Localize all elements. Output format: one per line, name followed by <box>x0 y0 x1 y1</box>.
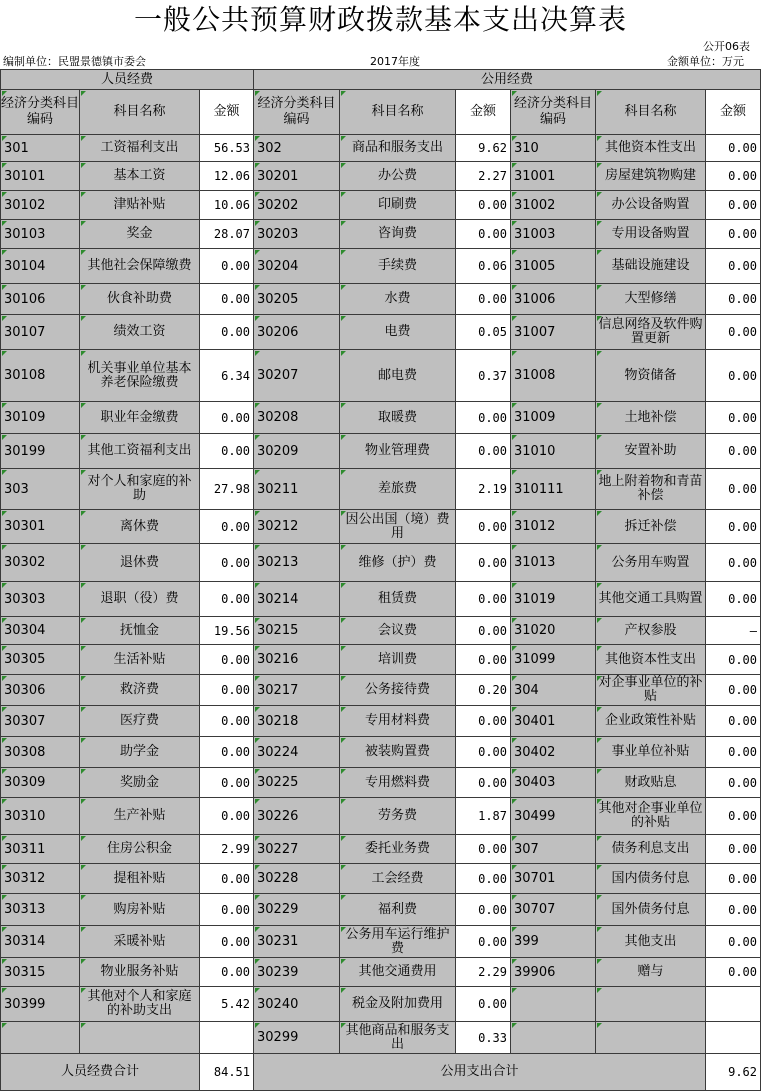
row-code: 30211 <box>254 469 340 510</box>
row-amount: 2.29 <box>456 958 511 987</box>
row-amount: 0.00 <box>456 864 511 894</box>
row-amount: 9.62 <box>456 135 511 162</box>
row-name: 工会经费 <box>340 864 456 894</box>
row-code: 30315 <box>0 958 80 987</box>
row-name <box>596 1022 706 1054</box>
row-name: 办公费 <box>340 162 456 191</box>
row-code: 304 <box>511 675 596 706</box>
row-amount: 0.00 <box>200 315 254 350</box>
row-code: 30231 <box>254 926 340 958</box>
row-code: 31009 <box>511 402 596 434</box>
row-amount: 0.00 <box>706 350 761 402</box>
row-name: 伙食补助费 <box>80 284 200 315</box>
row-name: 委托业务费 <box>340 835 456 864</box>
row-name: 公务用车购置 <box>596 544 706 582</box>
row-name: 对企事业单位的补贴 <box>596 675 706 706</box>
row-code: 30305 <box>0 645 80 675</box>
row-code: 30204 <box>254 249 340 284</box>
row-code: 30314 <box>0 926 80 958</box>
row-amount: 0.00 <box>706 768 761 798</box>
row-amount: 56.53 <box>200 135 254 162</box>
row-code: 30311 <box>0 835 80 864</box>
row-name: 绩效工资 <box>80 315 200 350</box>
row-amount: 0.00 <box>456 191 511 220</box>
row-name: 基本工资 <box>80 162 200 191</box>
row-amount: 0.00 <box>200 926 254 958</box>
row-name: 其他资本性支出 <box>596 645 706 675</box>
row-amount: 0.00 <box>200 645 254 675</box>
row-amount: 0.00 <box>706 510 761 544</box>
row-amount: 0.00 <box>200 768 254 798</box>
row-amount: 2.27 <box>456 162 511 191</box>
row-name: 采暖补贴 <box>80 926 200 958</box>
row-amount: 0.00 <box>706 706 761 737</box>
row-name: 手续费 <box>340 249 456 284</box>
row-code: 31008 <box>511 350 596 402</box>
row-name: 其他对企事业单位的补贴 <box>596 798 706 835</box>
row-name: 其他工资福利支出 <box>80 434 200 469</box>
row-name: 因公出国（境）费用 <box>340 510 456 544</box>
section-header-public: 公用经费 <box>254 69 761 90</box>
row-code: 399 <box>511 926 596 958</box>
row-code: 30208 <box>254 402 340 434</box>
row-name: 福利费 <box>340 894 456 926</box>
row-code: 30227 <box>254 835 340 864</box>
row-amount: 0.00 <box>200 798 254 835</box>
row-code: 30201 <box>254 162 340 191</box>
row-code: 303 <box>0 469 80 510</box>
row-amount: 0.00 <box>456 645 511 675</box>
row-amount: 12.06 <box>200 162 254 191</box>
unit-label: 编制单位：民盟景德镇市委会 <box>3 55 146 68</box>
row-code: 30499 <box>511 798 596 835</box>
row-name: 咨询费 <box>340 220 456 249</box>
row-code: 30239 <box>254 958 340 987</box>
row-amount: 0.00 <box>200 434 254 469</box>
row-amount: 0.00 <box>456 737 511 768</box>
row-amount: 0.00 <box>706 864 761 894</box>
column-header-amount: 金额 <box>706 90 761 135</box>
row-name: 房屋建筑物购建 <box>596 162 706 191</box>
row-amount: 0.00 <box>456 582 511 617</box>
personnel-total-label: 人员经费合计 <box>0 1054 200 1091</box>
row-name: 提租补贴 <box>80 864 200 894</box>
row-name: 退职（役）费 <box>80 582 200 617</box>
row-name: 安置补助 <box>596 434 706 469</box>
row-code: 30309 <box>0 768 80 798</box>
row-code: 30104 <box>0 249 80 284</box>
row-code <box>0 1022 80 1054</box>
column-header-code: 经济分类科目编码 <box>0 90 80 135</box>
row-amount: 0.00 <box>706 798 761 835</box>
row-code: 30103 <box>0 220 80 249</box>
row-amount: 28.07 <box>200 220 254 249</box>
row-name: 对个人和家庭的补助 <box>80 469 200 510</box>
row-code: 39906 <box>511 958 596 987</box>
row-code: 30108 <box>0 350 80 402</box>
row-amount: 0.00 <box>200 737 254 768</box>
row-amount: 0.00 <box>456 402 511 434</box>
row-code <box>511 1022 596 1054</box>
row-code: 31001 <box>511 162 596 191</box>
row-amount: 0.00 <box>706 645 761 675</box>
row-amount: 0.00 <box>706 315 761 350</box>
row-code: 31013 <box>511 544 596 582</box>
row-code: 30302 <box>0 544 80 582</box>
column-header-code: 经济分类科目编码 <box>254 90 340 135</box>
row-amount: 0.00 <box>200 249 254 284</box>
row-name: 税金及附加费用 <box>340 987 456 1022</box>
row-name: 会议费 <box>340 617 456 645</box>
row-code: 30199 <box>0 434 80 469</box>
row-code: 30101 <box>0 162 80 191</box>
row-amount: 0.00 <box>706 894 761 926</box>
row-code: 301 <box>0 135 80 162</box>
row-amount <box>706 1022 761 1054</box>
row-name: 奖励金 <box>80 768 200 798</box>
row-code: 30304 <box>0 617 80 645</box>
row-code: 30299 <box>254 1022 340 1054</box>
row-code: 30403 <box>511 768 596 798</box>
row-code: 30217 <box>254 675 340 706</box>
row-name: 抚恤金 <box>80 617 200 645</box>
row-name: 其他社会保障缴费 <box>80 249 200 284</box>
public-total-value: 9.62 <box>706 1054 761 1091</box>
row-amount: 2.19 <box>456 469 511 510</box>
row-amount: 0.06 <box>456 249 511 284</box>
table-id: 公开06表 <box>703 40 750 53</box>
row-name: 物资储备 <box>596 350 706 402</box>
row-code: 30107 <box>0 315 80 350</box>
row-code: 31005 <box>511 249 596 284</box>
row-code: 30229 <box>254 894 340 926</box>
row-name: 生产补贴 <box>80 798 200 835</box>
row-amount: 0.00 <box>200 706 254 737</box>
row-code: 30216 <box>254 645 340 675</box>
row-code: 30312 <box>0 864 80 894</box>
row-code: 30102 <box>0 191 80 220</box>
row-name: 助学金 <box>80 737 200 768</box>
row-amount: 0.00 <box>706 582 761 617</box>
row-amount: 0.33 <box>456 1022 511 1054</box>
row-code: 30240 <box>254 987 340 1022</box>
column-header-name: 科目名称 <box>80 90 200 135</box>
row-amount: 0.00 <box>706 162 761 191</box>
row-amount: 0.00 <box>456 434 511 469</box>
row-amount: 0.00 <box>200 284 254 315</box>
row-amount: 0.00 <box>456 706 511 737</box>
row-name: 工资福利支出 <box>80 135 200 162</box>
row-code: 30399 <box>0 987 80 1022</box>
row-code: 31007 <box>511 315 596 350</box>
row-name: 财政贴息 <box>596 768 706 798</box>
row-name: 救济费 <box>80 675 200 706</box>
row-code: 30214 <box>254 582 340 617</box>
row-name: 物业服务补贴 <box>80 958 200 987</box>
row-amount: 0.00 <box>200 402 254 434</box>
row-amount: 0.37 <box>456 350 511 402</box>
row-code: 302 <box>254 135 340 162</box>
row-name: 债务利息支出 <box>596 835 706 864</box>
row-name: 专用设备购置 <box>596 220 706 249</box>
column-header-amount: 金额 <box>200 90 254 135</box>
row-name: 印刷费 <box>340 191 456 220</box>
row-amount: 0.00 <box>706 544 761 582</box>
row-code: 31099 <box>511 645 596 675</box>
row-code: 30209 <box>254 434 340 469</box>
section-header-personnel: 人员经费 <box>0 69 254 90</box>
row-name: 奖金 <box>80 220 200 249</box>
row-code: 30109 <box>0 402 80 434</box>
row-amount: 0.00 <box>200 544 254 582</box>
row-code: 30401 <box>511 706 596 737</box>
row-code: 30303 <box>0 582 80 617</box>
row-name: 差旅费 <box>340 469 456 510</box>
row-amount: 0.00 <box>456 835 511 864</box>
row-name: 劳务费 <box>340 798 456 835</box>
row-name: 专用燃料费 <box>340 768 456 798</box>
row-name: 办公设备购置 <box>596 191 706 220</box>
row-amount: 0.00 <box>706 220 761 249</box>
row-amount: 0.00 <box>706 469 761 510</box>
row-name: 地上附着物和青苗补偿 <box>596 469 706 510</box>
row-code: 31006 <box>511 284 596 315</box>
row-code: 30707 <box>511 894 596 926</box>
row-code: 30213 <box>254 544 340 582</box>
row-code: 30202 <box>254 191 340 220</box>
row-name: 商品和服务支出 <box>340 135 456 162</box>
row-name: 土地补偿 <box>596 402 706 434</box>
row-code: 30307 <box>0 706 80 737</box>
row-code: 30203 <box>254 220 340 249</box>
row-amount: 0.00 <box>456 768 511 798</box>
row-name: 产权参股 <box>596 617 706 645</box>
row-code: 30225 <box>254 768 340 798</box>
row-amount: 2.99 <box>200 835 254 864</box>
row-name: 培训费 <box>340 645 456 675</box>
row-name: 被装购置费 <box>340 737 456 768</box>
row-code: 30310 <box>0 798 80 835</box>
row-code: 30701 <box>511 864 596 894</box>
row-code: 31020 <box>511 617 596 645</box>
row-amount: 1.87 <box>456 798 511 835</box>
row-name: 职业年金缴费 <box>80 402 200 434</box>
row-code: 310 <box>511 135 596 162</box>
row-code: 30313 <box>0 894 80 926</box>
row-amount: 0.20 <box>456 675 511 706</box>
row-amount: 0.00 <box>706 675 761 706</box>
column-header-code: 经济分类科目编码 <box>511 90 596 135</box>
row-amount: 0.00 <box>456 220 511 249</box>
row-amount: 5.42 <box>200 987 254 1022</box>
row-name: 国内债务付息 <box>596 864 706 894</box>
row-name: 机关事业单位基本养老保险缴费 <box>80 350 200 402</box>
row-name: 基础设施建设 <box>596 249 706 284</box>
row-code: 30402 <box>511 737 596 768</box>
row-amount <box>706 987 761 1022</box>
column-header-name: 科目名称 <box>596 90 706 135</box>
row-code: 30226 <box>254 798 340 835</box>
row-code: 30224 <box>254 737 340 768</box>
row-name: 住房公积金 <box>80 835 200 864</box>
row-name: 事业单位补贴 <box>596 737 706 768</box>
row-name: 大型修缮 <box>596 284 706 315</box>
row-name: 退休费 <box>80 544 200 582</box>
row-code: 30206 <box>254 315 340 350</box>
row-name: 其他交通费用 <box>340 958 456 987</box>
row-amount: 0.00 <box>200 582 254 617</box>
row-code: 30301 <box>0 510 80 544</box>
row-amount: 0.00 <box>200 675 254 706</box>
row-name: 其他交通工具购置 <box>596 582 706 617</box>
row-name: 公务接待费 <box>340 675 456 706</box>
row-name: 信息网络及软件购置更新 <box>596 315 706 350</box>
row-amount: 0.00 <box>706 402 761 434</box>
row-amount: 0.00 <box>200 510 254 544</box>
public-total-label: 公用支出合计 <box>254 1054 706 1091</box>
row-code: 30218 <box>254 706 340 737</box>
row-amount: 0.00 <box>456 544 511 582</box>
row-code: 31002 <box>511 191 596 220</box>
row-code: 31003 <box>511 220 596 249</box>
row-amount: 0.00 <box>200 864 254 894</box>
row-name: 拆迁补偿 <box>596 510 706 544</box>
row-name: 企业政策性补贴 <box>596 706 706 737</box>
row-code <box>511 987 596 1022</box>
row-name: 公务用车运行维护费 <box>340 926 456 958</box>
row-name: 其他商品和服务支出 <box>340 1022 456 1054</box>
row-name: 取暖费 <box>340 402 456 434</box>
row-amount: 0.00 <box>456 987 511 1022</box>
row-code: 31010 <box>511 434 596 469</box>
row-name: 其他对个人和家庭的补助支出 <box>80 987 200 1022</box>
row-code: 31012 <box>511 510 596 544</box>
row-amount: — <box>706 617 761 645</box>
row-name: 购房补贴 <box>80 894 200 926</box>
row-amount: 19.56 <box>200 617 254 645</box>
row-name <box>596 987 706 1022</box>
row-amount: 0.00 <box>456 617 511 645</box>
row-name: 专用材料费 <box>340 706 456 737</box>
column-header-name: 科目名称 <box>340 90 456 135</box>
row-amount: 0.00 <box>706 191 761 220</box>
row-amount: 0.00 <box>706 135 761 162</box>
row-code: 30106 <box>0 284 80 315</box>
row-code: 31019 <box>511 582 596 617</box>
row-name <box>80 1022 200 1054</box>
row-code: 307 <box>511 835 596 864</box>
row-amount: 6.34 <box>200 350 254 402</box>
row-amount: 0.05 <box>456 315 511 350</box>
row-name: 医疗费 <box>80 706 200 737</box>
row-name: 赠与 <box>596 958 706 987</box>
row-amount: 0.00 <box>706 835 761 864</box>
row-code: 30215 <box>254 617 340 645</box>
row-code: 30205 <box>254 284 340 315</box>
row-amount: 0.00 <box>706 249 761 284</box>
row-name: 物业管理费 <box>340 434 456 469</box>
row-name: 其他支出 <box>596 926 706 958</box>
row-amount: 10.06 <box>200 191 254 220</box>
row-name: 津贴补贴 <box>80 191 200 220</box>
amount-unit-label: 金额单位：万元 <box>667 55 744 68</box>
row-amount: 0.00 <box>706 737 761 768</box>
row-name: 电费 <box>340 315 456 350</box>
row-amount: 0.00 <box>456 894 511 926</box>
row-amount: 0.00 <box>706 958 761 987</box>
row-name: 租赁费 <box>340 582 456 617</box>
row-code: 310111 <box>511 469 596 510</box>
row-name: 国外债务付息 <box>596 894 706 926</box>
row-code: 30212 <box>254 510 340 544</box>
row-name: 其他资本性支出 <box>596 135 706 162</box>
row-amount <box>200 1022 254 1054</box>
personnel-total-value: 84.51 <box>200 1054 254 1091</box>
row-amount: 27.98 <box>200 469 254 510</box>
row-name: 邮电费 <box>340 350 456 402</box>
row-amount: 0.00 <box>706 434 761 469</box>
row-amount: 0.00 <box>456 926 511 958</box>
page-title: 一般公共预算财政拨款基本支出决算表 <box>133 3 627 36</box>
row-name: 生活补贴 <box>80 645 200 675</box>
row-amount: 0.00 <box>706 926 761 958</box>
row-code: 30308 <box>0 737 80 768</box>
row-amount: 0.00 <box>456 284 511 315</box>
row-name: 水费 <box>340 284 456 315</box>
row-amount: 0.00 <box>706 284 761 315</box>
row-amount: 0.00 <box>200 894 254 926</box>
row-code: 30228 <box>254 864 340 894</box>
row-code: 30306 <box>0 675 80 706</box>
column-header-amount: 金额 <box>456 90 511 135</box>
year-label: 2017年度 <box>370 55 420 68</box>
row-amount: 0.00 <box>200 958 254 987</box>
row-name: 维修（护）费 <box>340 544 456 582</box>
row-amount: 0.00 <box>456 510 511 544</box>
row-code: 30207 <box>254 350 340 402</box>
row-name: 离休费 <box>80 510 200 544</box>
